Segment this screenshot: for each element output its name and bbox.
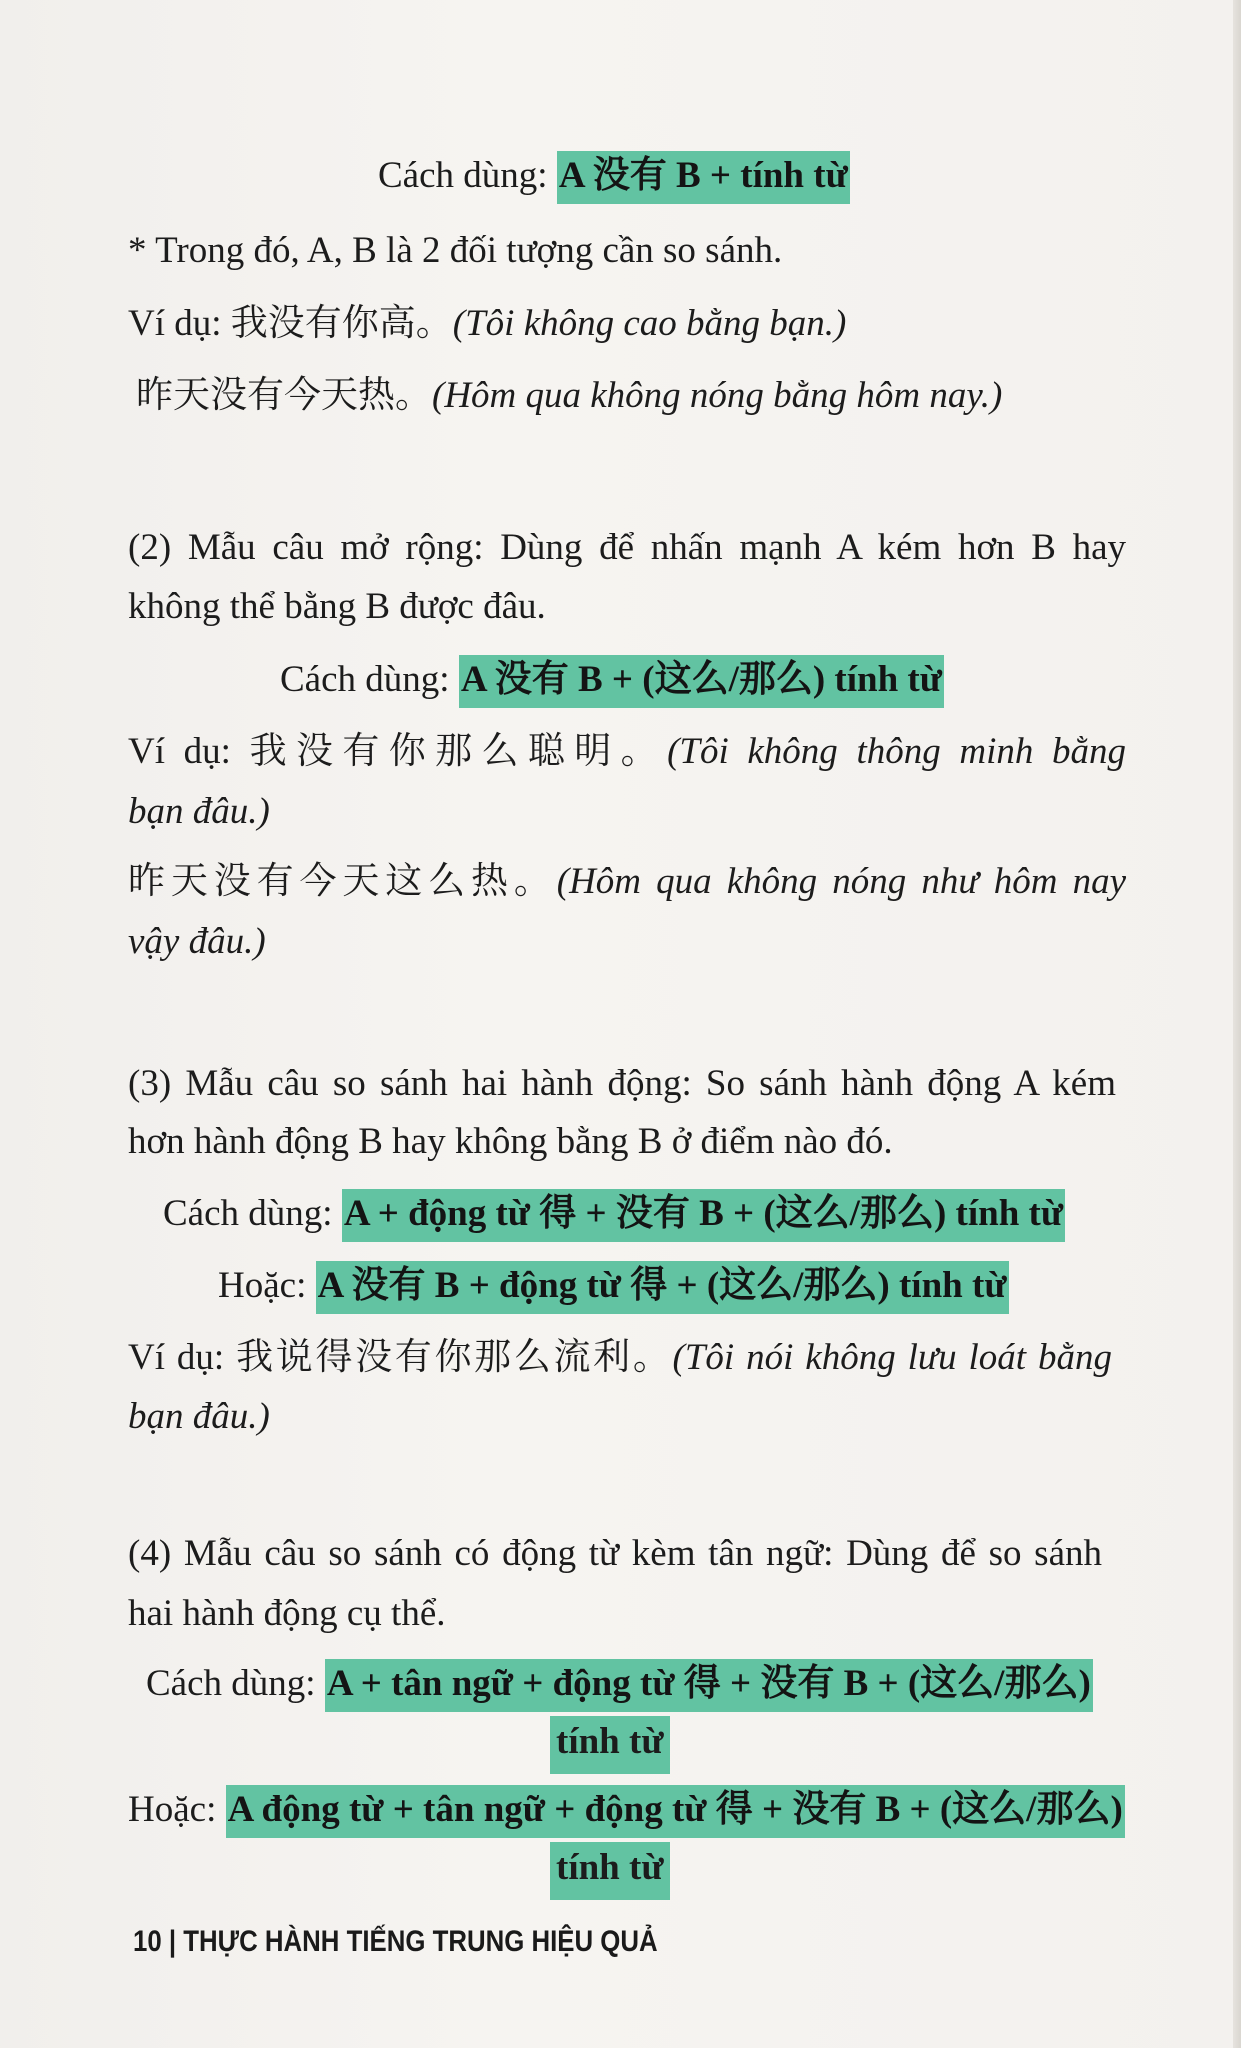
s4-or-formula-2: tính từ (550, 1842, 670, 1900)
s1-usage-formula: A 没有 B + tính từ (557, 151, 850, 204)
s2-example-label: Ví dụ: (128, 731, 231, 772)
s2-example-2-line-1 (128, 858, 1126, 906)
s1-example-2-zh: 昨天没有今天热。 (136, 375, 432, 416)
s3-heading-line-1: (3) Mẫu câu so sánh hai hành động: So sánh hành động A kém (128, 1063, 1116, 1104)
s2-usage-label: Cách dùng: (280, 659, 450, 700)
s3-heading-line-2: hơn hành động B hay không bằng B ở điểm nào đó. (128, 1121, 893, 1162)
s2-heading-line-2: không thể bằng B được đâu. (128, 586, 546, 627)
s3-example-label: Ví dụ: (128, 1337, 225, 1378)
s2-example-1-zh: 我没有你那么聪明。 (249, 731, 668, 772)
s3-example-1-line-1 (128, 1334, 1112, 1382)
s4-heading-line-1: (4) Mẫu câu so sánh có động từ kèm tân ngữ: Dùng để so sánh (128, 1533, 1102, 1574)
s4-usage-line-2 (550, 1716, 950, 1774)
s4-or-line-2 (550, 1842, 950, 1900)
s4-usage-line (146, 1660, 1146, 1708)
s3-or-line (218, 1262, 1218, 1310)
s2-example-1-line-1 (128, 728, 1126, 776)
s2-example-2-vi-1: (Hôm qua không nóng như hôm nay (556, 861, 1127, 902)
s4-or-line (128, 1786, 1228, 1834)
s1-example-label: Ví dụ: (128, 303, 222, 344)
s2-example-1-vi-1: (Tôi không thông minh bằng (667, 731, 1126, 772)
s1-usage-line (378, 152, 1138, 200)
page-spine-edge (1233, 0, 1241, 2048)
s2-example-1-line-2: bạn đâu.) (128, 791, 270, 832)
s1-usage-label: Cách dùng: (378, 155, 548, 196)
s1-note: * Trong đó, A, B là 2 đối tượng cần so sánh. (128, 230, 783, 271)
s4-usage-formula-1: A + tân ngữ + động từ 得 + 没有 B + (这么/那么) (325, 1659, 1093, 1712)
footer-separator: | (168, 1925, 177, 1958)
s1-example-1 (128, 300, 1128, 348)
s4-or-label: Hoặc: (128, 1789, 217, 1830)
s2-usage-line (280, 656, 1180, 704)
s3-usage-formula: A + động từ 得 + 没有 B + (这么/那么) tính từ (342, 1189, 1065, 1242)
s4-usage-formula-2: tính từ (550, 1716, 670, 1774)
s3-example-1-line-2: bạn đâu.) (128, 1396, 270, 1437)
s2-example-2-zh: 昨天没有今天这么热。 (128, 861, 557, 902)
s4-heading-line-2: hai hành động cụ thể. (128, 1593, 446, 1634)
s3-usage-line (163, 1190, 1163, 1238)
s4-usage-label: Cách dùng: (146, 1663, 316, 1704)
s3-example-1-vi-1: (Tôi nói không lưu loát bằng (672, 1337, 1113, 1378)
page-number: 10 (133, 1925, 162, 1958)
page-footer (133, 1925, 658, 1959)
s1-example-1-vi: (Tôi không cao bằng bạn.) (452, 303, 847, 344)
s3-or-label: Hoặc: (218, 1265, 307, 1306)
s3-or-formula: A 没有 B + động từ 得 + (这么/那么) tính từ (316, 1261, 1009, 1314)
s1-example-1-zh: 我没有你高。 (230, 303, 453, 344)
s1-example-2-vi: (Hôm qua không nóng bằng hôm nay.) (432, 375, 1003, 416)
s2-example-2-line-2: vậy đâu.) (128, 921, 266, 962)
book-title: THỰC HÀNH TIẾNG TRUNG HIỆU QUẢ (183, 1925, 658, 1958)
s2-heading-line-1: (2) Mẫu câu mở rộng: Dùng để nhấn mạnh A kém hơn B hay (128, 527, 1126, 568)
s4-or-formula-1: A động từ + tân ngữ + động từ 得 + 没有 B + (这么/那么) (226, 1785, 1125, 1838)
s3-usage-label: Cách dùng: (163, 1193, 333, 1234)
s3-example-1-zh: 我说得没有你那么流利。 (236, 1337, 673, 1378)
s2-usage-formula: A 没有 B + (这么/那么) tính từ (459, 655, 944, 708)
s1-example-2 (136, 372, 1136, 420)
